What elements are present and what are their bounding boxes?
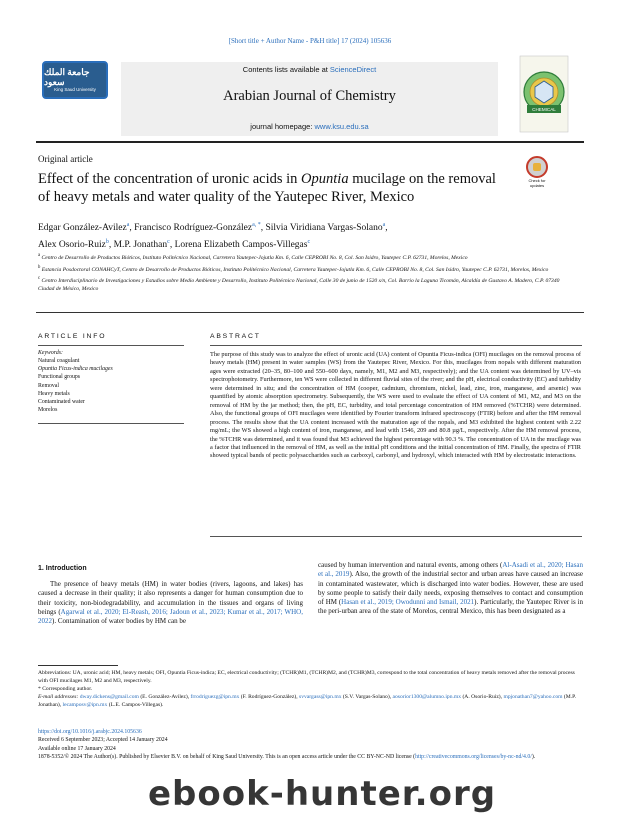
homepage-prefix: journal homepage:: [250, 122, 315, 131]
author-list: Edgar González-Avilez$^a$, Francisco Rodríguez-González$^{a, *}$, Silvia Viridiana Vargas-Solano$^a$, Alex Osorio-Ruiz$^b$, M.P. Jonathan$^c$, Lorena Elizabeth Campos-Villegas$^c$: [38, 222, 388, 251]
received-dates: Received 6 September 2023; Accepted 14 January 2024: [38, 737, 168, 744]
keyword-item: Opuntia Ficus-indica mucilages: [38, 366, 113, 373]
affiliation-mark: a: [38, 253, 41, 258]
intro-left-column: [38, 580, 303, 626]
citation-link[interactable]: Al-Asadi et al., 2020; Hasan et al., 2019: [318, 561, 583, 579]
title-part-1: Effect of the concentration of uronic acids in: [38, 171, 302, 187]
keywords-bottom-rule: [38, 423, 184, 424]
keyword-item: Removal: [38, 382, 59, 389]
running-head-link[interactable]: [Short title + Author Name - P&H title] 17 (2024) 105636: [228, 37, 392, 45]
affiliation-item: [38, 252, 573, 262]
check-updates-label: Check for updates: [528, 178, 546, 188]
footnotes: [38, 670, 583, 710]
keywords-label: Keywords:: [38, 350, 63, 356]
king-saud-university-logo: [36, 54, 114, 106]
author-name[interactable]: Alex Osorio-Ruiz: [38, 240, 106, 251]
check-for-updates-button[interactable]: [524, 156, 550, 186]
abstract-bottom-rule: [210, 536, 582, 537]
affiliation-mark: c: [38, 276, 41, 282]
affiliation-item: [38, 275, 573, 293]
abstract-heading: ABSTRACT: [210, 333, 261, 340]
affiliation-text: Centro Interdisciplinario de Investigaciones y Estudios sobre Medio Ambiente y Desarrollo, Instituto Politécnico Nacional, Calle 30 de junio de 1520 s/n, Col. Barrio la Laguna Ticomán, Alcaldía de Gustavo A. Madero, C.P. 07340 Ciudad de México, Mexico: [38, 277, 560, 293]
email-link[interactable]: mpjonathan7@yahoo.com: [503, 694, 563, 701]
affiliations: [38, 252, 573, 295]
email-owner: (F. Rodríguez-González),: [239, 694, 300, 701]
doi-link[interactable]: https://doi.org/10.1016/j.arabjc.2024.105636: [38, 729, 142, 735]
email-addresses: [38, 694, 583, 709]
introduction-heading: 1. Introduction: [38, 565, 87, 572]
homepage-link[interactable]: www.ksu.edu.sa: [314, 122, 369, 131]
license-end: ).: [531, 753, 536, 760]
affiliation-text: Estancia Posdoctoral CONAHCyT, Centro de Desarrollo de Productos Bióticos, Instituto Politécnico Nacional, Carretera Yautepec-Jojutla Km. 6, Calle CEPROBI No. 8, Col. San Isidro, Yautepec C.P. 62731, Morelos, Mexico: [41, 266, 549, 273]
intro-text: ). Contamination of water bodies by HM can be: [52, 617, 186, 626]
author-affil-mark[interactable]: a, *: [252, 222, 261, 228]
logo-english-text: King Saud University: [54, 87, 96, 92]
article-info-rule: [38, 345, 184, 346]
email-link[interactable]: svvargass@ipn.mx: [299, 694, 342, 701]
author-name[interactable]: Edgar González-Avilez: [38, 223, 127, 234]
email-owner: (M.P. Jonathan),: [38, 694, 577, 708]
license-link[interactable]: http://creativecommons.org/licenses/by-nc-nd/4.0/: [415, 753, 532, 760]
keyword-item: Morelos: [38, 407, 58, 414]
title-italic: Opuntia: [301, 171, 349, 187]
keyword-item: Contaminated water: [38, 399, 85, 406]
article-type: Original article: [38, 154, 93, 164]
license-note: [38, 753, 583, 761]
intro-text: The presence of heavy metals (HM) in water bodies (rivers, lagoons, and lakes) has caused a decrease in their quality; it also represents a danger for human consumption due to their toxicity, non-biodegradability, and accumulation in the tissues and organs of living beings (: [38, 580, 303, 616]
author-name[interactable]: Francisco Rodríguez-González: [134, 223, 253, 234]
journal-cover-logo: [519, 54, 569, 134]
article-title: [38, 170, 508, 206]
intro-right-column: [318, 561, 583, 617]
keyword-item: Natural coagulant: [38, 358, 80, 364]
sciencedirect-link[interactable]: ScienceDirect: [329, 65, 377, 74]
affiliation-divider: [36, 312, 584, 313]
email-owner: (A. Osorio-Ruiz),: [461, 694, 504, 701]
author-name[interactable]: Lorena Elizabeth Campos-Villegas: [174, 240, 308, 251]
author-name[interactable]: M.P. Jonathan: [113, 240, 168, 251]
article-meta: [38, 728, 583, 761]
logo-arabic-text: جامعة الملك سعود: [44, 67, 90, 87]
affiliation-text: Centro de Desarrollo de Productos Bióticos, Instituto Politécnico Nacional, Carretera Yautepec-Jojutla Km. 6, Calle CEPROBI No. 8, Col. San Isidro, Yautepec C.P. 62731, Morelos, Mexico: [41, 254, 468, 261]
email-label: E-mail addresses:: [38, 694, 80, 701]
abstract-text: The purpose of this study was to analyze the effect of uronic acid (UA) content of Opuntia Ficus-indica (OFI) mucilages on the removal process of heavy metals (HM) present in water samples (WS) from the Yautepec River, Mexico. For this, mucilages from nopals with different maturation ages were extracted (20–35, 80–100 and 550–600 days, namely, M1, M2 and M3, respectively); and the UA content was determined by UV–vis spectrophotometry. Furthermore, ten WS were collected in different fluvial sites of the river; and the pH, electrical conductivity (EC) and turbidity were determined in situ; and the concentration of HM (cooper, cadmium, chromium, nickel, lead, zinc, iron, manganese, and arsenic) was quantified by atomic absorption spectrometry. Subsequently, the WS were used to evaluate the effect of UA content of M1, M2, and M3 on the removal of HM by the jar method; then, the pH, EC, turbidity, and total percentage concentration of HM removed (%TCHR) were determined. Also, the functional groups of OFI mucilages were identified by Fourier transform infrared spectroscopy (FTIR) before and after the HM removal process. The results show that the UA content increased with the maturation age of the nopals, and M3 exhibited the highest content with 2.22 mg/mL; the WS showed a high content of iron, manganese, and lead with 1546, 209 and 80.8 µg/L, respectively. After the HM removal process, the %TCHR was determined, and it was found that M3 achieved the highest percentage with 90.3 %. The concentration of UA in the mucilage was a factor that influenced in the removal of HM, as well as the initial pH conditions and the initial concentration of HM. Finally, the spectra of FTIR showed typical bands of pectic polysaccharides such as carboxyl, carbonyl, and hydroxyl, which interacted with HM by electrostatic interactions.: [210, 351, 581, 460]
email-owner: (E. González-Avilez),: [138, 694, 191, 701]
citation-link[interactable]: Agarwal et al., 2020; El-Reash, 2016; Jadoun et al., 2023; Kumar et al., 2017; WHO, 2022: [38, 607, 303, 626]
email-link[interactable]: lecamposv@ipn.mx: [62, 701, 108, 708]
abbreviations-footnote: Abbreviations: UA, uronic acid; HM, heavy metals; OFI, Opuntia Ficus-indica; EC, electrical conductivity; (TCHR)M1, (TCHR)M2, and (TCHR)M3, correspond to the total concentration of heavy metals removed after the removal process with OFI mucilages M1, M2 and M3, respectively.: [38, 670, 575, 684]
email-owner: (S.V. Vargas-Solano),: [341, 694, 393, 701]
license-text: 1878-5352/© 2024 The Author(s). Published by Elsevier B.V. on behalf of King Saud University. This is an open access article under the CC BY-NC-ND license (: [38, 753, 416, 760]
header-divider: [36, 141, 584, 143]
citation-link[interactable]: Hasan et al., 2019; Owodunni and Ismail, 2021: [341, 598, 475, 607]
university-badge: [42, 61, 108, 99]
author-name[interactable]: Silvia Viridiana Vargas-Solano: [265, 223, 383, 234]
author-affil-mark[interactable]: b: [105, 239, 109, 246]
keywords-list: [38, 357, 113, 414]
email-owner: (L.E. Campos-Villegas).: [107, 701, 164, 708]
author-affil-mark[interactable]: c: [307, 239, 311, 246]
author-affil-mark[interactable]: a: [126, 222, 130, 228]
chemical-society-emblem-icon: [519, 54, 569, 134]
check-updates-icon: [526, 156, 548, 178]
keyword-item: Functional groups: [38, 374, 81, 381]
affiliation-item: [38, 264, 573, 274]
email-link[interactable]: frrodriguezg@ipn.mx: [190, 694, 240, 701]
journal-name: Arabian Journal of Chemistry: [223, 88, 396, 104]
available-online: Available online 17 January 2024: [38, 745, 116, 752]
emblem-label: CHEMICAL: [532, 107, 556, 112]
contents-prefix: Contents lists available at: [242, 65, 330, 74]
email-link[interactable]: aosorior1300@alumno.ipn.mx: [392, 694, 462, 701]
abstract-rule: [210, 345, 582, 346]
title-part-2: mucilage on the removal of heavy metals and water quality of the Yautepec River, Mexico: [38, 171, 496, 205]
footnote-rule: [38, 665, 118, 666]
journal-homepage: [121, 122, 498, 131]
intro-text: ). Also, the growth of the industrial sector and urban areas have caused an increase in contaminated wastewater, which is discharged into water bodies. However, these are used by some people to satisfy their daily needs, exposing themselves to contact and consumption of HM (: [318, 570, 583, 607]
intro-text: caused by human intervention and natural events, among others (: [318, 561, 503, 569]
author-affil-mark[interactable]: a: [382, 222, 386, 228]
author-affil-mark[interactable]: c: [167, 239, 170, 246]
article-info-heading: ARTICLE INFO: [38, 333, 107, 340]
intro-text: ). Particularly, the Yautepec River is in the peri-urban area of the state of Morelos, central Mexico, this has been designated as a: [318, 598, 584, 616]
keyword-item: Heavy metals: [38, 390, 70, 397]
affiliation-mark: b: [38, 264, 41, 270]
corresponding-author-note: * Corresponding author.: [38, 685, 93, 692]
watermark-text: ebook-hunter.org: [148, 774, 497, 814]
contents-available: [121, 65, 498, 74]
email-link[interactable]: dway.dickens@gmail.com: [79, 694, 139, 701]
